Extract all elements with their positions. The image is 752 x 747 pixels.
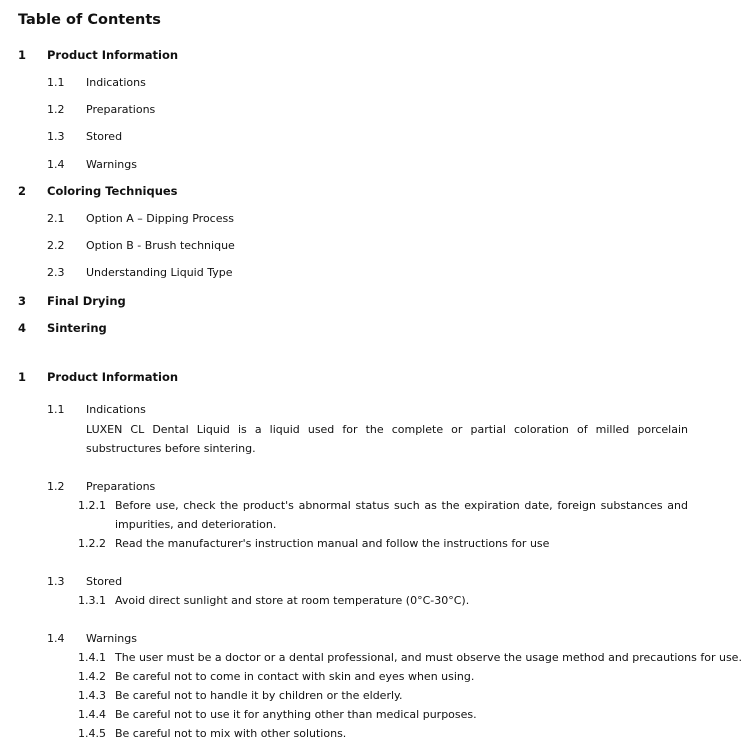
toc-item-number: 1.2 (47, 103, 65, 116)
item-text: Before use, check the product's abnormal status such as the expiration date, foreign substances and impurities, and deterioration. (115, 499, 688, 531)
toc-item-number: 2.1 (47, 212, 65, 225)
toc-section-number: 2 (18, 184, 27, 198)
item-number: 1.4.3 (78, 689, 106, 702)
item-text: Read the manufacturer's instruction manual and follow the instructions for use (115, 537, 550, 550)
toc-section-number: 3 (18, 294, 27, 308)
item-number: 1.4.4 (78, 708, 106, 721)
toc-link-option-a[interactable]: Option A – Dipping Process (86, 212, 234, 225)
toc-link-product-information[interactable]: Product Information (47, 48, 179, 62)
toc-link-stored[interactable]: Stored (86, 130, 123, 143)
toc-link-liquid-type[interactable]: Understanding Liquid Type (86, 266, 233, 279)
item-number: 1.4.2 (78, 670, 106, 683)
subsection-heading: Indications (86, 403, 146, 416)
toc-link-final-drying[interactable]: Final Drying (47, 294, 126, 308)
indications-paragraph: LUXEN CL Dental Liquid is a liquid used for the complete or partial coloration of milled porcelain substructures before sintering. (86, 423, 688, 455)
item-text: Be careful not to mix with other solutions. (115, 727, 347, 740)
item-number: 1.2.2 (78, 537, 106, 550)
subsection-number: 1.2 (47, 480, 65, 493)
toc-item-number: 2.3 (47, 266, 65, 279)
toc-item-number: 1.3 (47, 130, 65, 143)
toc-title: Table of Contents (18, 12, 161, 28)
subsection-number: 1.1 (47, 403, 65, 416)
toc-link-coloring-techniques[interactable]: Coloring Techniques (47, 184, 178, 198)
item-number: 1.3.1 (78, 594, 106, 607)
item-text: Avoid direct sunlight and store at room temperature (0°C-30°C). (115, 594, 470, 607)
toc-link-sintering[interactable]: Sintering (47, 321, 107, 335)
toc-item-number: 1.1 (47, 76, 65, 89)
item-text: Be careful not to handle it by children or the elderly. (115, 689, 403, 702)
subsection-heading: Stored (86, 575, 123, 588)
item-text: The user must be a doctor or a dental professional, and must observe the usage method and precautions for use. (115, 651, 742, 664)
item-number: 1.4.1 (78, 651, 106, 664)
toc-link-warnings[interactable]: Warnings (86, 158, 137, 171)
item-text: Be careful not to use it for anything other than medical purposes. (115, 708, 477, 721)
toc-item-number: 2.2 (47, 239, 65, 252)
toc-link-indications[interactable]: Indications (86, 76, 146, 89)
subsection-heading: Preparations (86, 480, 156, 493)
subsection-heading: Warnings (86, 632, 137, 645)
subsection-number: 1.4 (47, 632, 65, 645)
item-number: 1.4.5 (78, 727, 106, 740)
toc-link-option-b[interactable]: Option B - Brush technique (86, 239, 235, 252)
item-text: Be careful not to come in contact with skin and eyes when using. (115, 670, 475, 683)
toc-section-number: 4 (18, 321, 27, 335)
section-heading: Product Information (47, 370, 179, 384)
section-number: 1 (18, 370, 27, 384)
toc-link-preparations[interactable]: Preparations (86, 103, 156, 116)
item-number: 1.2.1 (78, 499, 106, 512)
toc-item-number: 1.4 (47, 158, 65, 171)
subsection-number: 1.3 (47, 575, 65, 588)
toc-section-number: 1 (18, 48, 27, 62)
